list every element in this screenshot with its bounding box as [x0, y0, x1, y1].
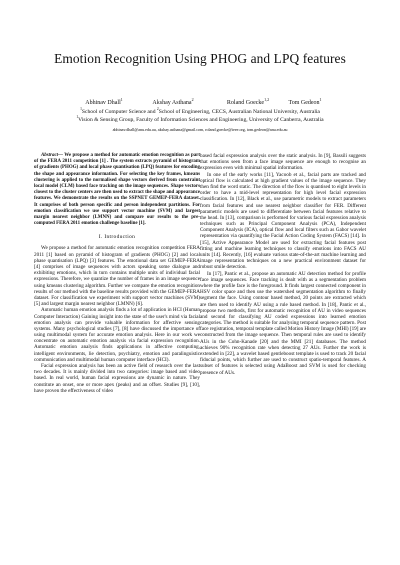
body-paragraph: Automatic human emotion analysis finds a lot of application in HCI (Human Computer Interaction) Gaining insight into the state of the user's mind via facial emotion analysis can provide valuable information for affective sensing systems. Many psychological studies [7], [8] have discussed the importance of using multimodal system for accurate emotion analysis. Here in our work we concentrate on automatic emotion analysis via facial expression recognition. Automatic emotion analysis finds applications in affective computing, intelligent environments, lie detection, psychiatry, emotion and paralinguistic communication and multimodal human computer interface (HCI). — [34, 307, 200, 363]
author-affiliation-mark: 1 — [319, 97, 322, 102]
affiliation-mark: 1 — [76, 115, 79, 120]
author-emails: abhinav.dhall@anu.edu.au, akshay.asthana@gmail.com, roland.goecke@ieee.org, tom.gedeon@anu.edu.au — [112, 127, 288, 132]
author-affiliation-mark: 1,2 — [264, 97, 270, 102]
abstract-text: — We propose a method for automatic emotion recognition as part of the FERA 2011 competition [1] . The system extracts pyramid of histogram of gradients (PHOG) and local phase quantisation (LPQ) features for encoding the shape and appearance information. For selecting the key frames, kmeans clustering is applied to the normalised shape vectors derived from constraint local model (CLM) based face tracking on the image sequences. Shape vectors closest to the cluster centers are then used to extract the shape and appearance features. We demonstrate the results on the SSPNET GEMEP-FERA dataset. It comprises of both person specific and person independent partitions. For emotion classification we use support vector machine (SVM) and largest margin nearest neighbor (LMNN) and compare our results to the pre-computed FERA 2011 emotion challenge baseline [1]. — [34, 153, 200, 227]
affiliation-text: School of Computer Science and — [81, 109, 157, 115]
body-paragraph: based facial expression analysis over the static analysis. In [9], Bassili suggests that emotions seen from a face image sequence are enough to recognise an expression even with minimal spatial information. — [200, 153, 366, 172]
author-2 — [152, 97, 194, 106]
affiliation-mark: 2 — [156, 107, 159, 112]
author-affiliation-mark: 1 — [120, 97, 123, 102]
affiliation-line-2 — [0, 117, 400, 123]
affiliation-line-1 — [0, 109, 400, 115]
author-3 — [226, 97, 270, 106]
author-affiliation-mark: 2 — [191, 97, 194, 102]
body-paragraph: Facial expression analysis has been an active field of research over the last two decades. It is mainly divided into two categories: image based and video based. In real world, human facial expressions are dynamic in nature. They constitute an onset, one or more apex (peaks) and an offset. Studies [9], [10], have proven the effectiveness of video — [34, 363, 200, 394]
author-name: Roland Goecke — [226, 100, 265, 106]
right-column — [200, 153, 366, 376]
author-name: Tom Gedeon — [288, 100, 320, 106]
abstract — [34, 153, 200, 227]
body-paragraph: In [17], Pantic et al., propose an automatic AU detection method for profile face image sequences. Face tracking is dealt with as a segmentation problem where the profile face is the foreground. It finds largest connected component in HSV color space and then use the watershed segmentation algorithm to finally segment the face. Using contour based method, 20 points are extracted which are then used to identify AU using a rule based method. In [18], Pantic et al., propose two methods, first for automatic recognition of AU in video sequences and second for classifying AU coded expressions into learned emotion categories. The method is suitable for analysing temporal sequence pattern. Post face registration, temporal template called Motion History Image (MHI) [19] are constructed from the image sequence. Then temporal rules are used to identify AUs in the Cohn-Kanade [20] and the MMI [21] databases. The method achieves 90% recognition rate when detecting 27 AUs. Further the work is extended in [22], a wavelet based gentleboost template is used to track 20 facial fiducial points, which further are used to construct spatio-temporal features. A subset of features is selected using AdaBoost and SVM is used for checking presence of AUs. — [200, 270, 367, 376]
author-name: Abhinav Dhall — [85, 100, 121, 106]
body-paragraph: In one of the early works [11], Yacoob et al., facial parts are tracked and optical flow is calculated at high gradient values of the image sequence. They then find the word static. The direction of the flow is quantised to eight levels in order to have a mid-level representation for high level facial expression classification. In [12], Black et al., use parametric models to extract parameters from facial features and use nearest neighbor classifier for FER. Different parametric models are used to differentiate between facial features relative to the head. In [13], comparison is performed for various facial expression analysis techniques such as Principal Component Analysis (PCA), Independent Component Analysis (ICA), optical flow and local filters such as Gabor wavelet representation via quantifying the Facial Action Coding System (FACS) [14]. In [15], Active Appearance Model are used for extracting facial features post fitting and machine learning techniques to classify emotions into FACS AU units [14]. Recently, [16] evaluate various state-of-the-art machine learning and image representation techniques on a new practical environment dataset for robust smile detection. — [200, 171, 366, 271]
author-1 — [85, 97, 123, 106]
abstract-label: Abstract — [41, 153, 59, 158]
affiliation-mark: 1 — [80, 107, 82, 112]
affiliation-text: Vision & Sensing Group, Faculty of Information Sciences and Engineering, University of Canberra, Australia — [78, 117, 324, 123]
section-heading-introduction: I. Introduction — [98, 234, 136, 241]
body-paragraph: We propose a method for automatic emotion recognition competition FERA 2011 [1] based on pyramid of histogram of gradients (PHOG) [2] and local phase quantisation (LPQ) [3] features. The emotional data set GEMEP-FERA [4] comprises of image sequences with actors speaking some dialogue and exhibiting emotions, which in turn contains multiple units of individual facial expressions. Therefore, we quantize the number of frames in an image sequence using kmeans clustering algorithm. Further we compare the emotion recognition results of our method with the baseline results provided with the GEMEP-FERA dataset. For classification we experiment with support vector machines (SVM) [5] and largest margin nearest neighbor (LMNN) [6]. — [34, 245, 200, 308]
author-name: Akshay Asthana — [152, 100, 192, 106]
paper-title: Emotion Recognition Using PHOG and LPQ features — [54, 51, 346, 66]
affiliation-text: School of Engineering, CECS, Australian National University, Australia — [158, 109, 320, 115]
left-column — [34, 153, 200, 394]
author-4 — [288, 97, 322, 106]
